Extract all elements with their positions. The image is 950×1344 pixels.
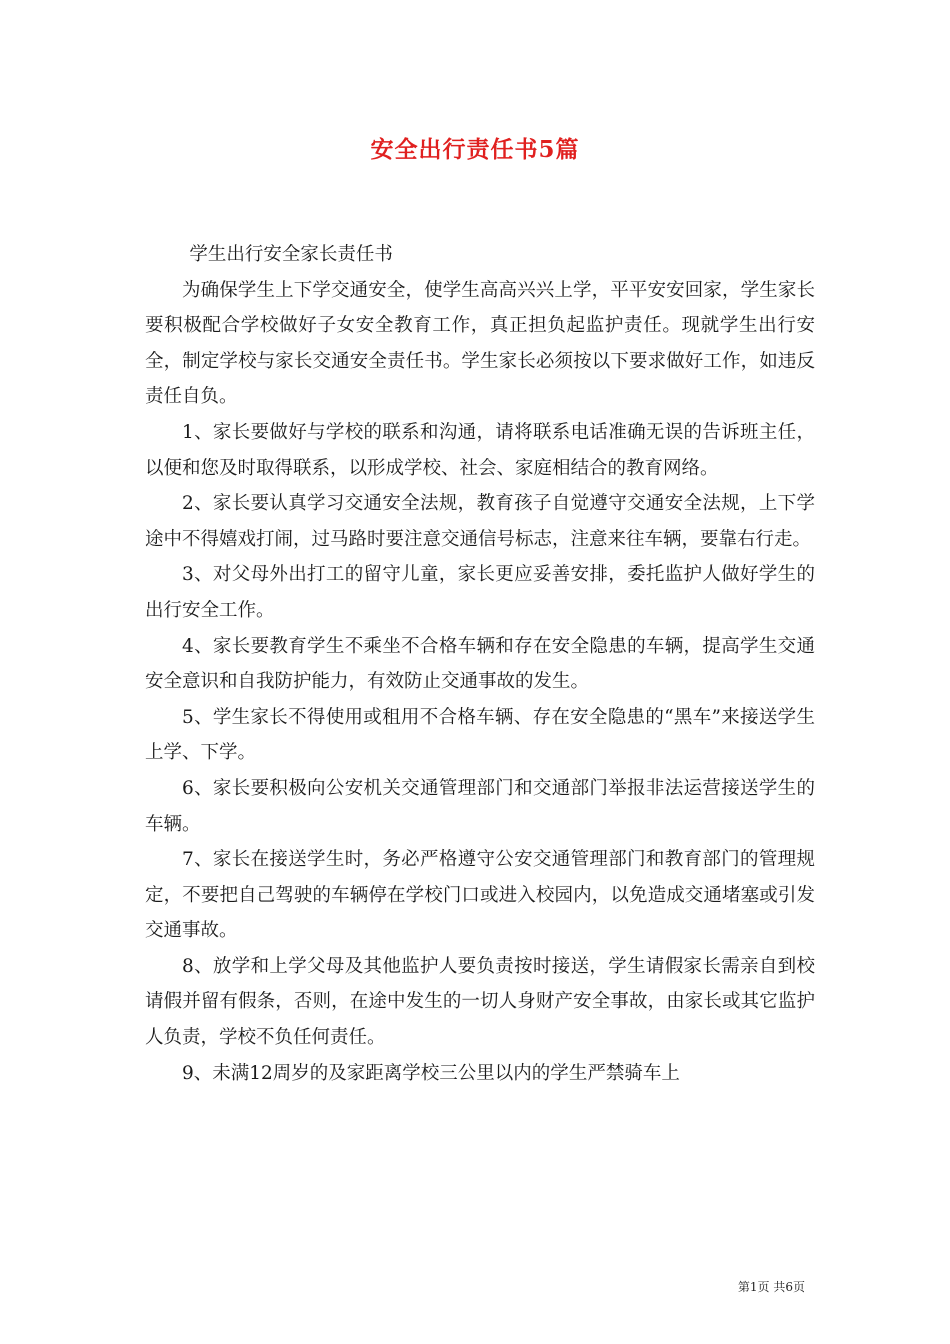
paragraph-item-4: 4、家长要教育学生不乘坐不合格车辆和存在安全隐患的车辆，提高学生交通安全意识和自我防护能力，有效防止交通事故的发生。 <box>145 635 815 693</box>
paragraph-item-3: 3、对父母外出打工的留守儿童，家长更应妥善安排，委托监护人做好学生的出行安全工作。 <box>145 564 815 621</box>
paragraph-item-9: 9、未满12周岁的及家距离学校三公里以内的学生严禁骑车上 <box>182 1062 680 1084</box>
paragraph-item-2: 2、家长要认真学习交通安全法规，教育孩子自觉遵守交通安全法规，上下学途中不得嬉戏打闹，过马路时要注意交通信号标志，注意来往车辆，要靠右行走。 <box>145 493 815 550</box>
paragraph-item-7: 7、家长在接送学生时，务必严格遵守公安交通管理部门和教育部门的管理规定，不要把自己驾驶的车辆停在学校门口或进入校园内，以免造成交通堵塞或引发交通事故。 <box>145 849 815 942</box>
intro-paragraph: 为确保学生上下学交通安全，使学生高高兴兴上学，平平安安回家，学生家长要积极配合学校做好子女安全教育工作，真正担负起监护责任。现就学生出行安全，制定学校与家长交通安全责任书。学生家长必须按以下要求做好工作，如违反责任自负。 <box>145 279 815 408</box>
paragraph-item-8: 8、放学和上学父母及其他监护人要负责按时接送，学生请假家长需亲自到校请假并留有假条，否则，在途中发生的一切人身财产安全事故，由家长或其它监护人负责，学校不负任何责任。 <box>145 955 815 1049</box>
subtitle: 学生出行安全家长责任书 <box>189 244 393 265</box>
paragraph-item-5: 5、学生家长不得使用或租用不合格车辆、存在安全隐患的“黑车”来接送学生上学、下学。 <box>145 706 815 764</box>
paragraph-item-1: 1、家长要做好与学校的联系和沟通，请将联系电话准确无误的告诉班主任，以便和您及时取得联系，以形成学校、社会、家庭相结合的教育网络。 <box>145 421 815 479</box>
page-number: 第1页 共6页 <box>737 1280 805 1294</box>
document-body <box>145 237 815 1091</box>
document-title: 安全出行责任书5篇 <box>370 136 580 163</box>
paragraph-item-6: 6、家长要积极向公安机关交通管理部门和交通部门举报非法运营接送学生的车辆。 <box>145 777 815 835</box>
